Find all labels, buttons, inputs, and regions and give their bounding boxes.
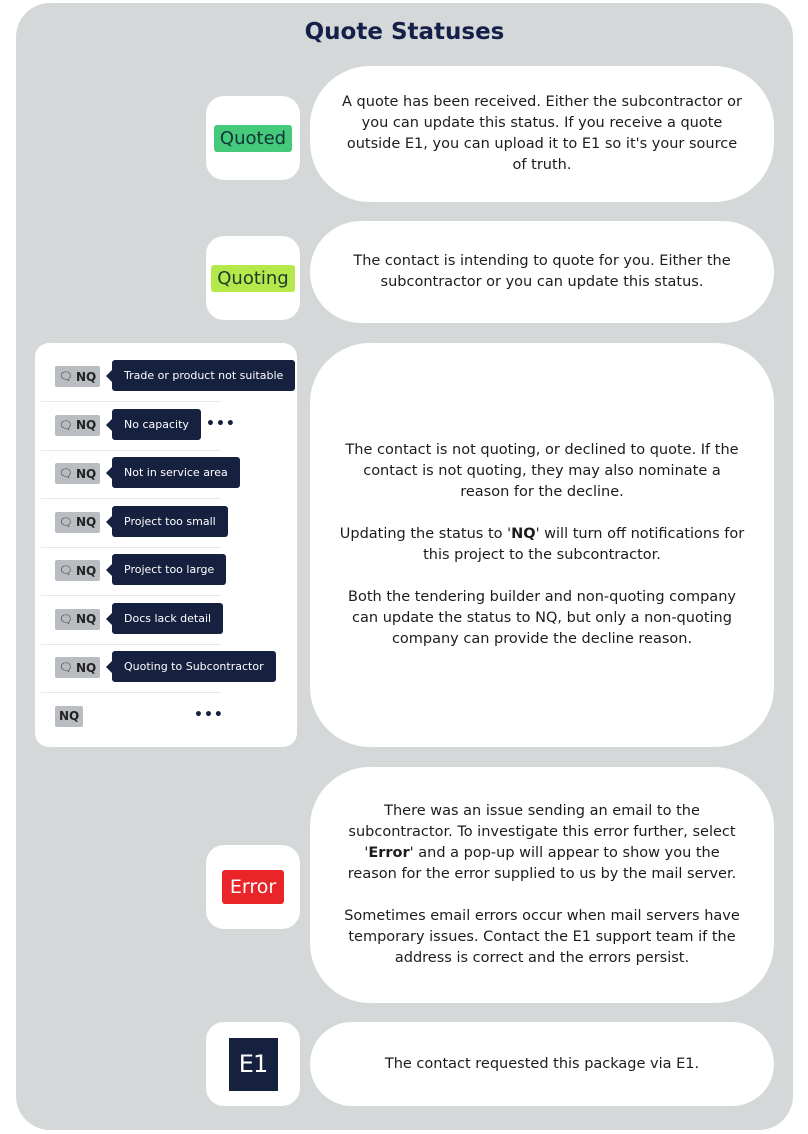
quoting-description-text: The contact is intending to quote for you. Either the subcontractor or you can update this status.: [353, 253, 731, 290]
nq-description-para3: Both the tendering builder and non-quoting company can update the status to NQ, but only a non-quoting company can provide the decline reason.: [348, 589, 736, 647]
nq-chip-label: NQ: [75, 563, 97, 578]
quoted-description-text: A quote has been received. Either the subcontractor or you can update this status. If you receive a quote outside E1, you can upload it to E1 so it's your source of truth.: [342, 94, 742, 173]
nq-chip[interactable]: [55, 609, 100, 630]
nq-bold-text: NQ: [511, 526, 536, 542]
nq-reason-tooltip: Project too small: [112, 506, 228, 537]
nq-chip-label: NQ: [75, 418, 97, 432]
nq-reason-tooltip: Quoting to Subcontractor: [112, 651, 276, 682]
nq-description: [310, 343, 774, 747]
nq-plain-row: [41, 693, 224, 741]
nq-chip-label: NQ: [75, 466, 97, 481]
more-options-icon[interactable]: •••: [206, 415, 236, 432]
quoting-badge: Quoting: [211, 265, 294, 292]
nq-chip-label: NQ: [59, 709, 80, 723]
speech-bubble-icon: 🗨: [59, 612, 73, 626]
nq-chip[interactable]: [55, 512, 100, 533]
quoted-description: [310, 66, 774, 202]
nq-chip[interactable]: [55, 657, 100, 678]
error-tile: [206, 845, 300, 929]
page-title: Quote Statuses: [304, 19, 505, 45]
error-description-para2: Sometimes email errors occur when mail servers have temporary issues. Contact the E1 support team if the address is correct and the errors persist.: [344, 908, 740, 966]
nq-chip-label: NQ: [75, 612, 97, 626]
speech-bubble-icon: 🗨: [59, 418, 73, 432]
nq-description-para1: The contact is not quoting, or declined to quote. If the contact is not quoting, they may also nominate a reason for the decline.: [345, 442, 739, 500]
speech-bubble-icon: 🗨: [59, 564, 73, 577]
nq-chip[interactable]: [55, 706, 83, 727]
nq-chip[interactable]: [55, 366, 100, 387]
nq-reason-tooltip: Not in service area: [112, 457, 240, 488]
e1-description: [310, 1022, 774, 1106]
nq-reason-row: [41, 402, 236, 451]
speech-bubble-icon: 🗨: [59, 515, 73, 529]
nq-reason-row: [41, 596, 221, 645]
e1-tile: [206, 1022, 300, 1106]
error-description-para1: There was an issue sending an email to the subcontractor. To investigate this error further, select 'Error' and a pop-up will appear to show you the reason for the error supplied to us by the mail server.: [347, 803, 737, 882]
quoting-tile: [206, 236, 300, 320]
speech-bubble-icon: 🗨: [59, 370, 73, 383]
nq-reason-row: [41, 450, 228, 499]
nq-chip-label: NQ: [75, 515, 97, 529]
nq-reason-row: [41, 644, 264, 693]
nq-chip-label: NQ: [75, 660, 97, 675]
nq-chip[interactable]: [55, 463, 100, 484]
nq-reason-tooltip: Project too large: [112, 554, 226, 585]
nq-chip-label: NQ: [75, 369, 97, 384]
nq-reason-row: [41, 353, 284, 402]
nq-reasons-card: [35, 343, 297, 747]
nq-reason-tooltip: No capacity: [112, 409, 201, 440]
nq-description-para2: Updating the status to 'NQ' will turn off notifications for this project to the subcontractor.: [339, 526, 745, 563]
nq-reason-row: [41, 499, 221, 548]
nq-reason-row: [41, 547, 221, 596]
e1-logo: E1: [229, 1038, 278, 1091]
speech-bubble-icon: 🗨: [59, 467, 73, 480]
nq-chip[interactable]: [55, 415, 100, 436]
more-options-icon[interactable]: •••: [194, 706, 224, 723]
error-badge: Error: [222, 870, 284, 904]
nq-chip[interactable]: [55, 560, 100, 581]
nq-reason-tooltip: Docs lack detail: [112, 603, 223, 634]
nq-reason-tooltip: Trade or product not suitable: [112, 360, 295, 391]
error-bold-text: Error: [368, 845, 410, 861]
e1-description-text: The contact requested this package via E1.: [384, 1055, 700, 1072]
quoted-tile: [206, 96, 300, 180]
speech-bubble-icon: 🗨: [59, 661, 73, 674]
quoted-badge: Quoted: [214, 125, 292, 152]
error-description: [310, 767, 774, 1003]
quoting-description: [310, 221, 774, 323]
